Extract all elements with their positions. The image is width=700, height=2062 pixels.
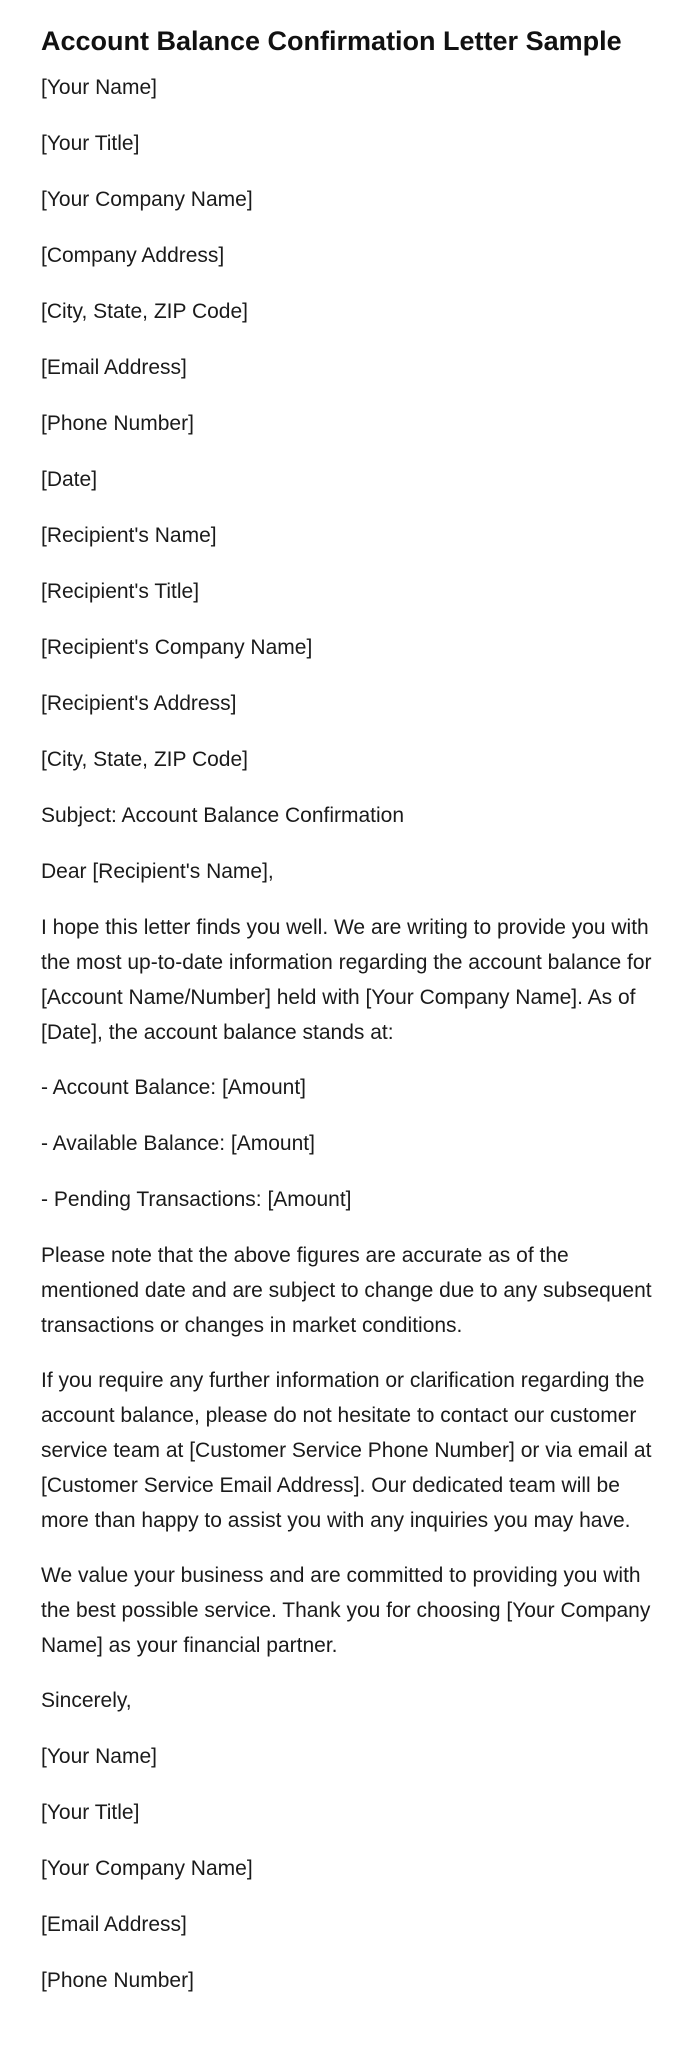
- sender-title: [Your Title]: [41, 132, 140, 155]
- sender-name: [Your Name]: [41, 76, 157, 99]
- balance-item-pending: - Pending Transactions: [Amount]: [41, 1188, 352, 1211]
- sender-company: [Your Company Name]: [41, 188, 253, 211]
- recipient-title: [Recipient's Title]: [41, 580, 200, 603]
- salutation: Dear [Recipient's Name],: [41, 860, 274, 883]
- balance-item-account: - Account Balance: [Amount]: [41, 1076, 306, 1099]
- sender-phone: [Phone Number]: [41, 412, 194, 435]
- document-title: Account Balance Confirmation Letter Sample: [41, 26, 622, 56]
- closing-paragraph: We value your business and are committed to providing you with the best possible service. Thank you for choosing [Your Company Name] as your financial partner.: [41, 1564, 651, 1657]
- sender-email: [Email Address]: [41, 356, 187, 379]
- balance-list: [41, 1070, 660, 1217]
- recipient-city-state-zip: [City, State, ZIP Code]: [41, 748, 248, 771]
- signature-email: [Email Address]: [41, 1913, 187, 1936]
- letter-date: [Date]: [41, 468, 98, 491]
- intro-paragraph: I hope this letter finds you well. We are writing to provide you with the most up-to-date information regarding the account balance for [Account Name/Number] held with [Your Company Name]. As of [Date], the account balance stands at:: [41, 916, 652, 1044]
- recipient-company: [Recipient's Company Name]: [41, 636, 313, 659]
- sender-block: [41, 70, 660, 441]
- contact-paragraph: If you require any further information or clarification regarding the account balance, please do not hesitate to contact our customer service team at [Customer Service Phone Number] or via email at [Customer Service Email Address]. Our dedicated team will be more than happy to assist you with any inquiries you may have.: [41, 1369, 652, 1532]
- recipient-address: [Recipient's Address]: [41, 692, 237, 715]
- subject-line: Subject: Account Balance Confirmation: [41, 804, 405, 827]
- signature-company: [Your Company Name]: [41, 1857, 253, 1880]
- signoff: Sincerely,: [41, 1689, 132, 1712]
- balance-item-available: - Available Balance: [Amount]: [41, 1132, 315, 1155]
- sender-city-state-zip: [City, State, ZIP Code]: [41, 300, 248, 323]
- signature-phone: [Phone Number]: [41, 1969, 194, 1992]
- sender-address: [Company Address]: [41, 244, 225, 267]
- recipient-block: [41, 518, 660, 777]
- signature-name: [Your Name]: [41, 1745, 157, 1768]
- signature-title: [Your Title]: [41, 1801, 140, 1824]
- recipient-name: [Recipient's Name]: [41, 524, 217, 547]
- note-paragraph: Please note that the above figures are accurate as of the mentioned date and are subject to change due to any subsequent transactions or changes in market conditions.: [41, 1244, 652, 1337]
- signature-block: [41, 1739, 660, 1998]
